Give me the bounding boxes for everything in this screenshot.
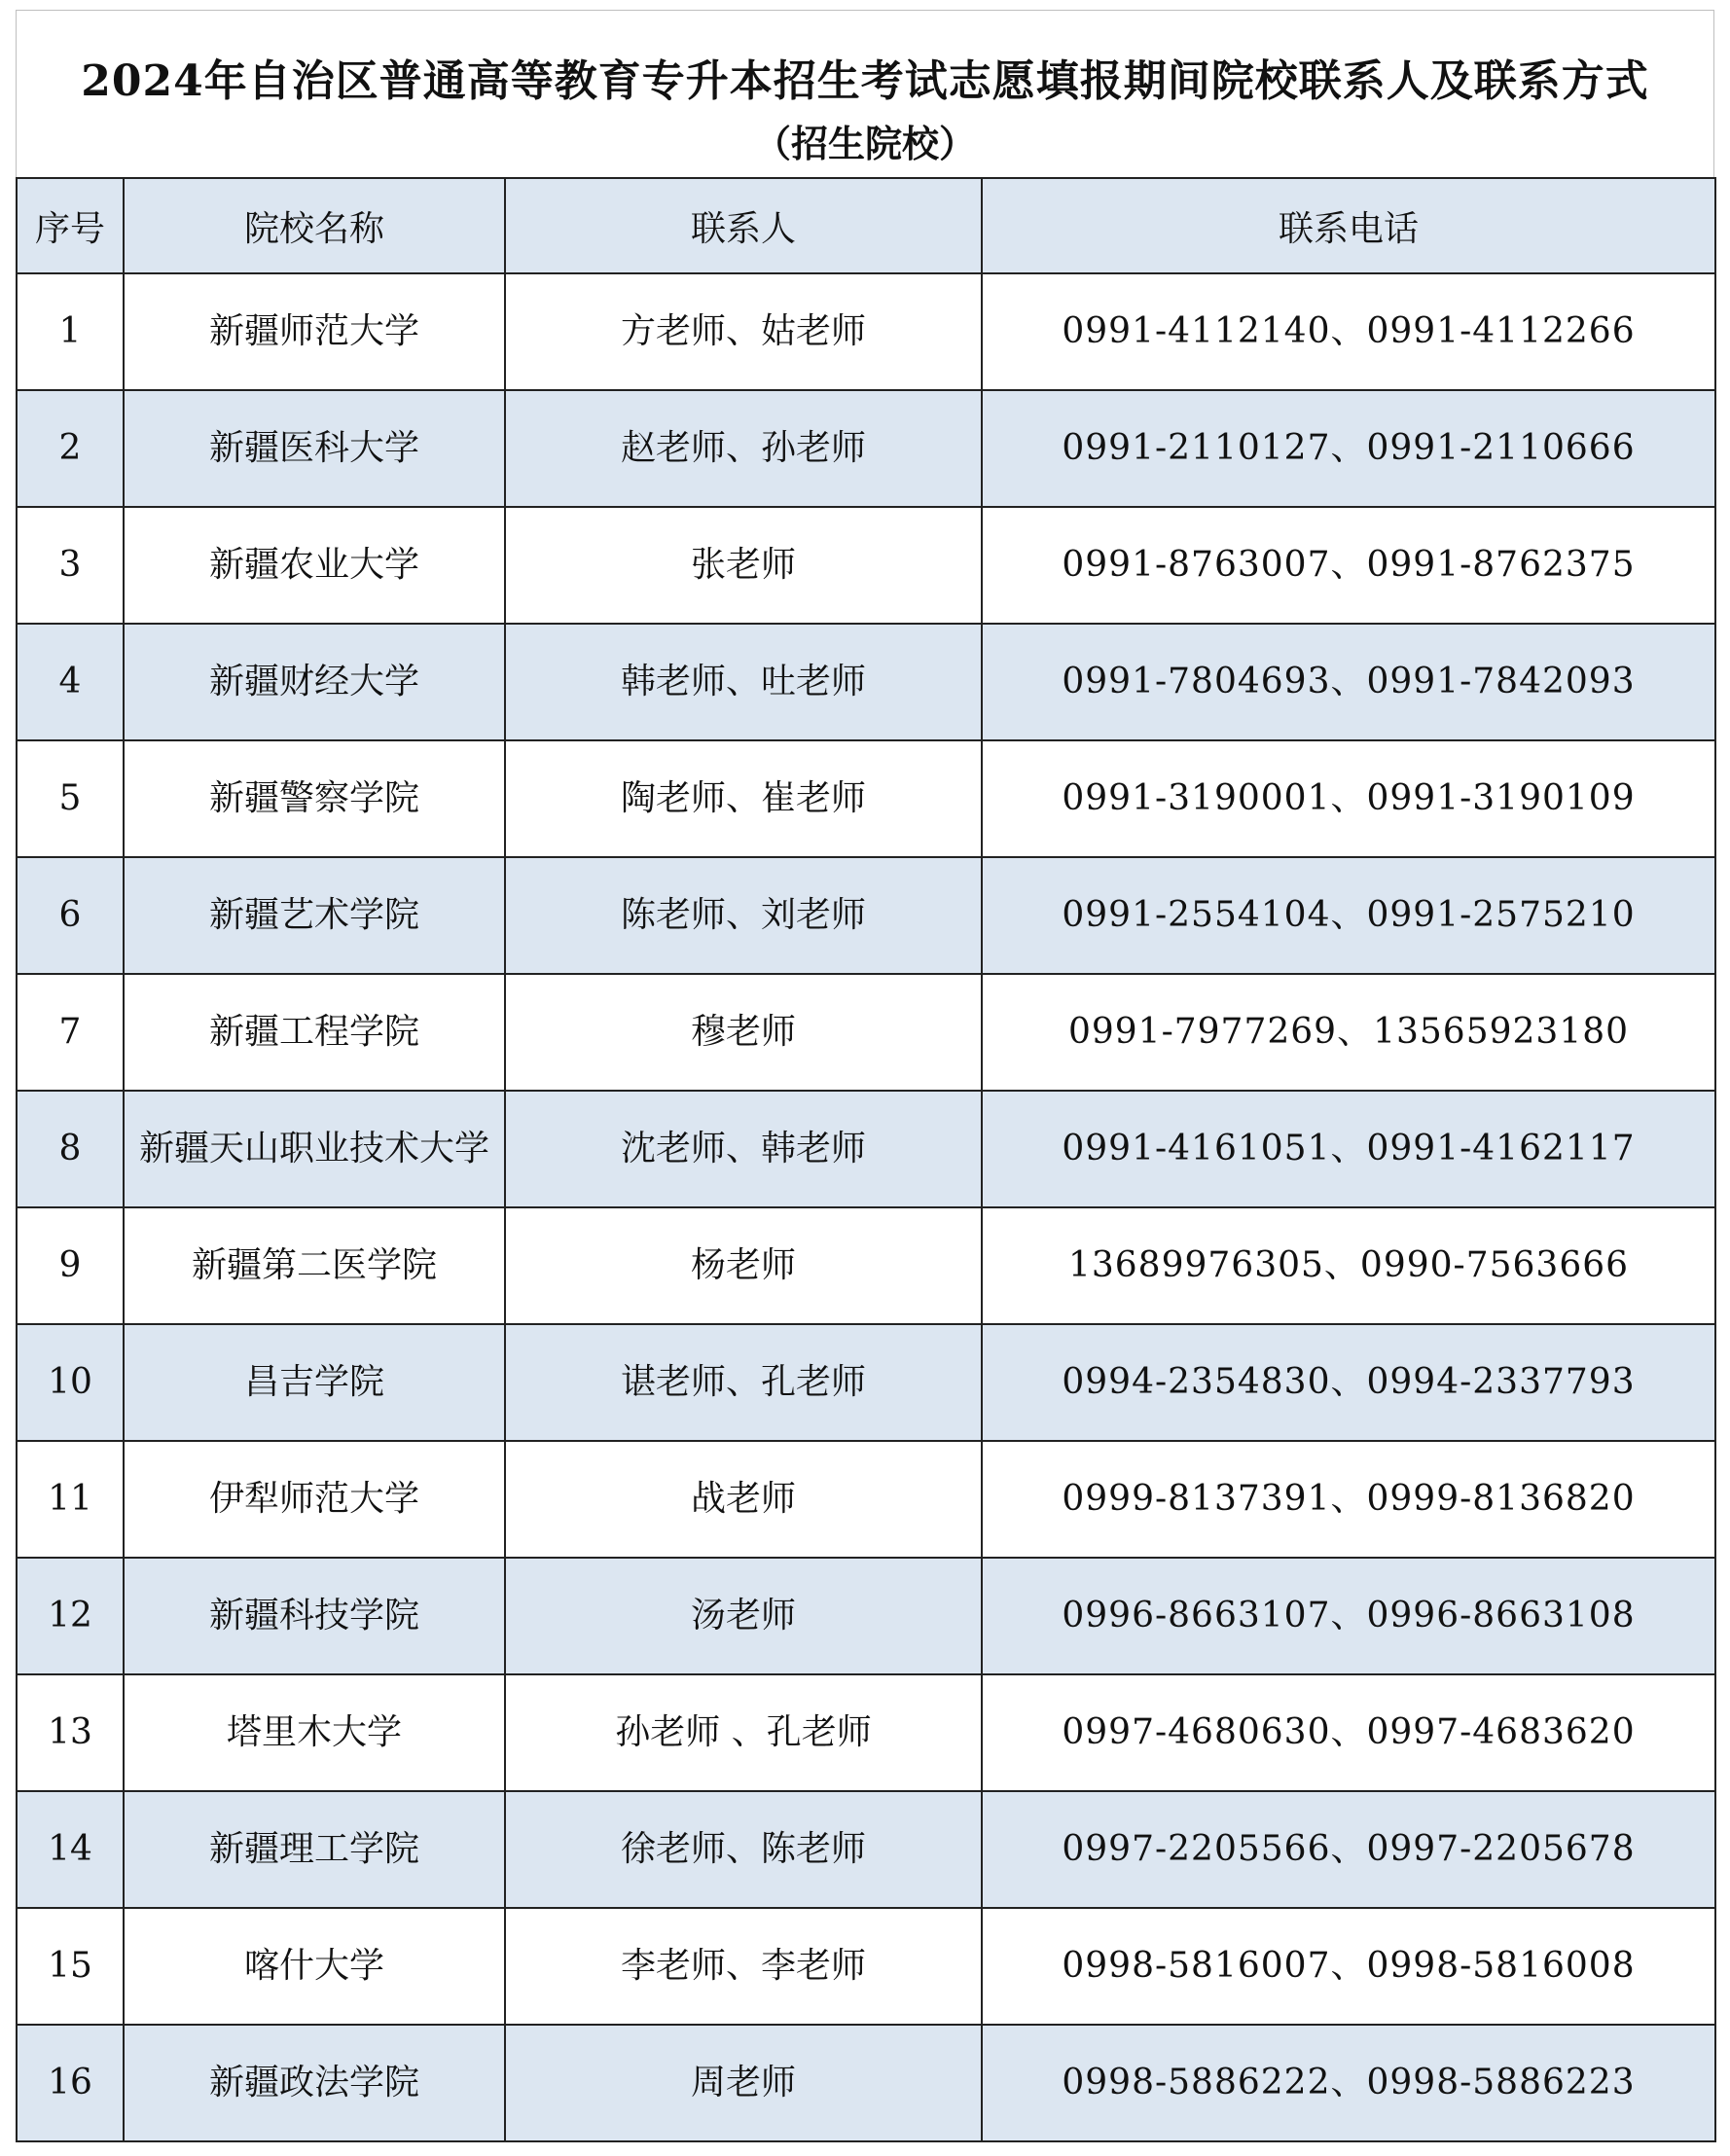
row-contact: 李老师、李老师 bbox=[505, 1908, 982, 2025]
row-no: 10 bbox=[17, 1324, 124, 1441]
table-row bbox=[17, 1441, 1715, 1558]
title-block bbox=[16, 10, 1714, 177]
row-school: 新疆警察学院 bbox=[124, 740, 505, 857]
row-contact: 战老师 bbox=[505, 1441, 982, 1558]
table-row bbox=[17, 740, 1715, 857]
row-school: 新疆工程学院 bbox=[124, 974, 505, 1091]
row-phone: 0991-7977269、13565923180 bbox=[982, 974, 1715, 1091]
table-row bbox=[17, 1908, 1715, 2025]
row-contact: 徐老师、陈老师 bbox=[505, 1791, 982, 1908]
row-school: 喀什大学 bbox=[124, 1908, 505, 2025]
row-no: 5 bbox=[17, 740, 124, 857]
row-phone: 0991-4161051、0991-4162117 bbox=[982, 1091, 1715, 1207]
table-row bbox=[17, 1324, 1715, 1441]
table-row bbox=[17, 1091, 1715, 1207]
row-contact: 沈老师、韩老师 bbox=[505, 1091, 982, 1207]
row-phone: 0998-5816007、0998-5816008 bbox=[982, 1908, 1715, 2025]
row-contact: 陶老师、崔老师 bbox=[505, 740, 982, 857]
header-no: 序号 bbox=[17, 178, 124, 273]
row-no: 3 bbox=[17, 507, 124, 624]
row-no: 1 bbox=[17, 273, 124, 390]
row-contact: 谌老师、孔老师 bbox=[505, 1324, 982, 1441]
row-school: 新疆财经大学 bbox=[124, 624, 505, 740]
row-phone: 0991-2110127、0991-2110666 bbox=[982, 390, 1715, 507]
row-school: 塔里木大学 bbox=[124, 1674, 505, 1791]
row-school: 新疆师范大学 bbox=[124, 273, 505, 390]
row-contact: 张老师 bbox=[505, 507, 982, 624]
page-title: 2024年自治区普通高等教育专升本招生考试志愿填报期间院校联系人及联系方式 bbox=[81, 56, 1649, 106]
row-school: 伊犁师范大学 bbox=[124, 1441, 505, 1558]
row-school: 新疆理工学院 bbox=[124, 1791, 505, 1908]
row-contact: 杨老师 bbox=[505, 1207, 982, 1324]
page-subtitle: （招生院校） bbox=[753, 122, 976, 165]
row-phone: 0991-4112140、0991-4112266 bbox=[982, 273, 1715, 390]
row-no: 13 bbox=[17, 1674, 124, 1791]
header-school: 院校名称 bbox=[124, 178, 505, 273]
row-no: 15 bbox=[17, 1908, 124, 2025]
table-header-row bbox=[17, 178, 1715, 273]
row-contact: 周老师 bbox=[505, 2025, 982, 2141]
row-no: 2 bbox=[17, 390, 124, 507]
table-row bbox=[17, 974, 1715, 1091]
table-row bbox=[17, 1558, 1715, 1674]
row-school: 新疆天山职业技术大学 bbox=[124, 1091, 505, 1207]
row-phone: 0999-8137391、0999-8136820 bbox=[982, 1441, 1715, 1558]
table-row bbox=[17, 624, 1715, 740]
contacts-table bbox=[16, 177, 1716, 2142]
table-row bbox=[17, 1791, 1715, 1908]
row-phone: 0998-5886222、0998-5886223 bbox=[982, 2025, 1715, 2141]
row-school: 新疆政法学院 bbox=[124, 2025, 505, 2141]
row-no: 9 bbox=[17, 1207, 124, 1324]
row-phone: 0997-4680630、0997-4683620 bbox=[982, 1674, 1715, 1791]
row-school: 新疆第二医学院 bbox=[124, 1207, 505, 1324]
row-phone: 0991-8763007、0991-8762375 bbox=[982, 507, 1715, 624]
header-contact: 联系人 bbox=[505, 178, 982, 273]
row-no: 6 bbox=[17, 857, 124, 974]
table-row bbox=[17, 857, 1715, 974]
row-phone: 13689976305、0990-7563666 bbox=[982, 1207, 1715, 1324]
row-contact: 陈老师、刘老师 bbox=[505, 857, 982, 974]
table-row bbox=[17, 507, 1715, 624]
row-contact: 孙老师 、孔老师 bbox=[505, 1674, 982, 1791]
row-no: 12 bbox=[17, 1558, 124, 1674]
table-row bbox=[17, 1674, 1715, 1791]
row-no: 7 bbox=[17, 974, 124, 1091]
row-phone: 0996-8663107、0996-8663108 bbox=[982, 1558, 1715, 1674]
table-row bbox=[17, 390, 1715, 507]
row-school: 新疆科技学院 bbox=[124, 1558, 505, 1674]
row-no: 16 bbox=[17, 2025, 124, 2141]
row-contact: 汤老师 bbox=[505, 1558, 982, 1674]
row-school: 新疆医科大学 bbox=[124, 390, 505, 507]
row-school: 新疆艺术学院 bbox=[124, 857, 505, 974]
row-phone: 0991-3190001、0991-3190109 bbox=[982, 740, 1715, 857]
row-no: 4 bbox=[17, 624, 124, 740]
table-row bbox=[17, 273, 1715, 390]
row-no: 11 bbox=[17, 1441, 124, 1558]
row-school: 新疆农业大学 bbox=[124, 507, 505, 624]
row-contact: 韩老师、吐老师 bbox=[505, 624, 982, 740]
row-phone: 0991-7804693、0991-7842093 bbox=[982, 624, 1715, 740]
header-phone: 联系电话 bbox=[982, 178, 1715, 273]
row-no: 8 bbox=[17, 1091, 124, 1207]
row-contact: 穆老师 bbox=[505, 974, 982, 1091]
row-phone: 0994-2354830、0994-2337793 bbox=[982, 1324, 1715, 1441]
row-phone: 0997-2205566、0997-2205678 bbox=[982, 1791, 1715, 1908]
row-contact: 方老师、姑老师 bbox=[505, 273, 982, 390]
row-no: 14 bbox=[17, 1791, 124, 1908]
table-row bbox=[17, 2025, 1715, 2141]
row-school: 昌吉学院 bbox=[124, 1324, 505, 1441]
row-phone: 0991-2554104、0991-2575210 bbox=[982, 857, 1715, 974]
row-contact: 赵老师、孙老师 bbox=[505, 390, 982, 507]
table-row bbox=[17, 1207, 1715, 1324]
